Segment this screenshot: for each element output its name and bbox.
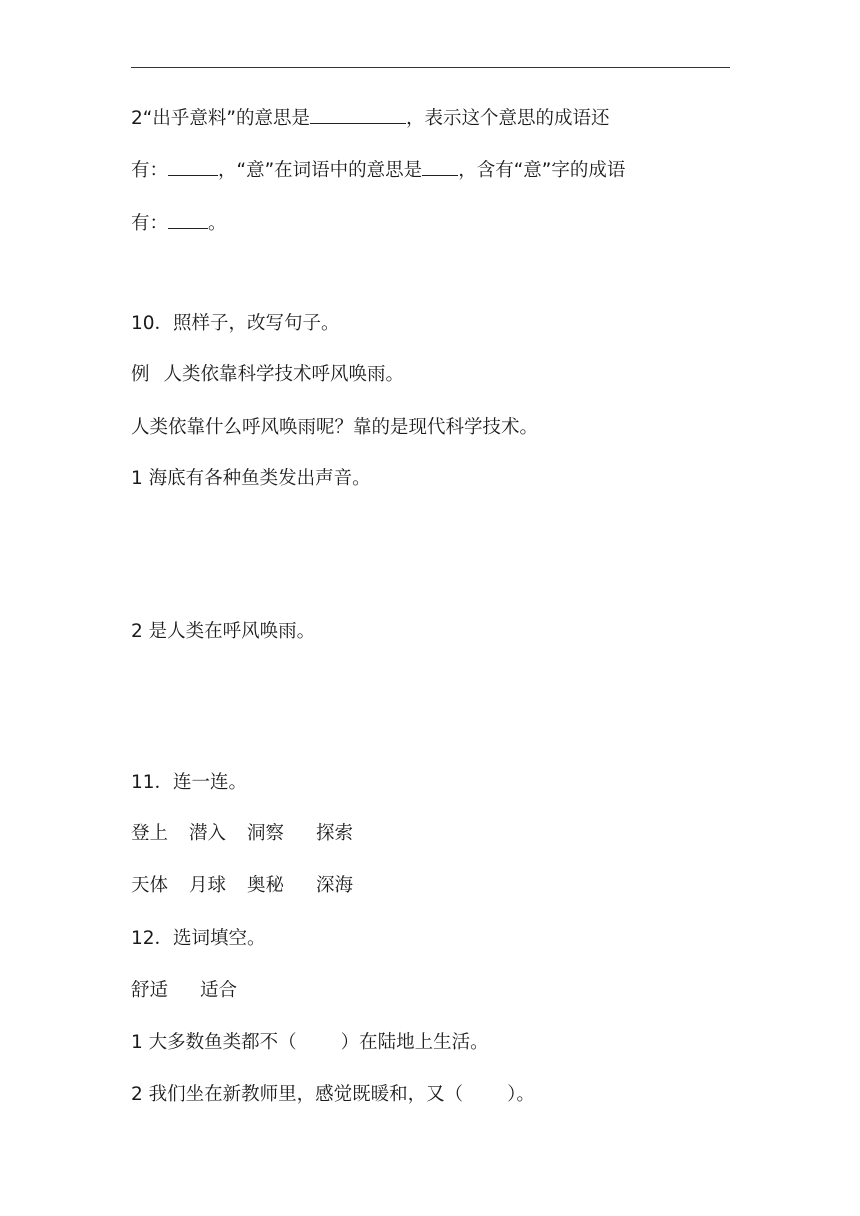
match-word[interactable]: 深海 xyxy=(316,875,354,896)
answer-blank[interactable] xyxy=(168,210,208,229)
q12-text: 1 大多数鱼类都不（ xyxy=(131,1032,297,1053)
q9-text: 有： xyxy=(131,213,169,234)
answer-blank[interactable] xyxy=(168,157,218,176)
q12-word-bank xyxy=(131,979,237,1003)
match-word[interactable]: 奥秘 xyxy=(247,875,285,896)
example-label: 例 xyxy=(131,364,150,385)
match-word[interactable]: 洞察 xyxy=(247,823,285,844)
q11-row-1 xyxy=(131,822,353,846)
q9-line-2 xyxy=(131,157,625,183)
q12-item-2 xyxy=(131,1083,535,1107)
q9-text: 。 xyxy=(208,213,227,234)
word-option: 舒适 xyxy=(131,980,169,1001)
q9-line-3 xyxy=(131,210,227,236)
q11-row-2 xyxy=(131,874,353,898)
header-rule xyxy=(131,67,730,68)
q12-item-1 xyxy=(131,1031,489,1055)
q9-text: ，表示这个意思的成语还 xyxy=(405,108,610,129)
q9-text: 2“出乎意料”的意思是 xyxy=(131,108,310,129)
q11-title: 11．连一连。 xyxy=(131,772,248,793)
q9-text: ，“意”在词语中的意思是 xyxy=(218,160,423,181)
q9-text: ，含有“意”字的成语 xyxy=(458,160,626,181)
q10-example-answer: 人类依靠什么呼风唤雨呢？靠的是现代科学技术。 xyxy=(131,417,539,438)
q10-example xyxy=(131,363,404,387)
word-option: 适合 xyxy=(200,980,238,1001)
match-word[interactable]: 天体 xyxy=(131,875,169,896)
match-word[interactable]: 探索 xyxy=(316,823,354,844)
answer-blank[interactable] xyxy=(310,105,406,124)
q10-item-2: 2 是人类在呼风唤雨。 xyxy=(131,621,316,642)
match-word[interactable]: 月球 xyxy=(189,875,227,896)
q12-text: ）在陆地上生活。 xyxy=(340,1032,489,1053)
q10-title: 10．照样子，改写句子。 xyxy=(131,313,340,334)
example-text: 人类依靠科学技术呼风唤雨。 xyxy=(163,364,405,385)
match-word[interactable]: 登上 xyxy=(131,823,169,844)
q9-line-1 xyxy=(131,105,609,131)
q9-text: 有： xyxy=(131,160,169,181)
q12-title: 12．选词填空。 xyxy=(131,928,266,949)
q12-text: ）。 xyxy=(507,1084,535,1105)
answer-blank[interactable] xyxy=(422,157,458,176)
q10-item-1: 1 海底有各种鱼类发出声音。 xyxy=(131,468,371,489)
match-word[interactable]: 潜入 xyxy=(189,823,227,844)
q12-text: 2 我们坐在新教师里，感觉既暖和，又（ xyxy=(131,1084,464,1105)
